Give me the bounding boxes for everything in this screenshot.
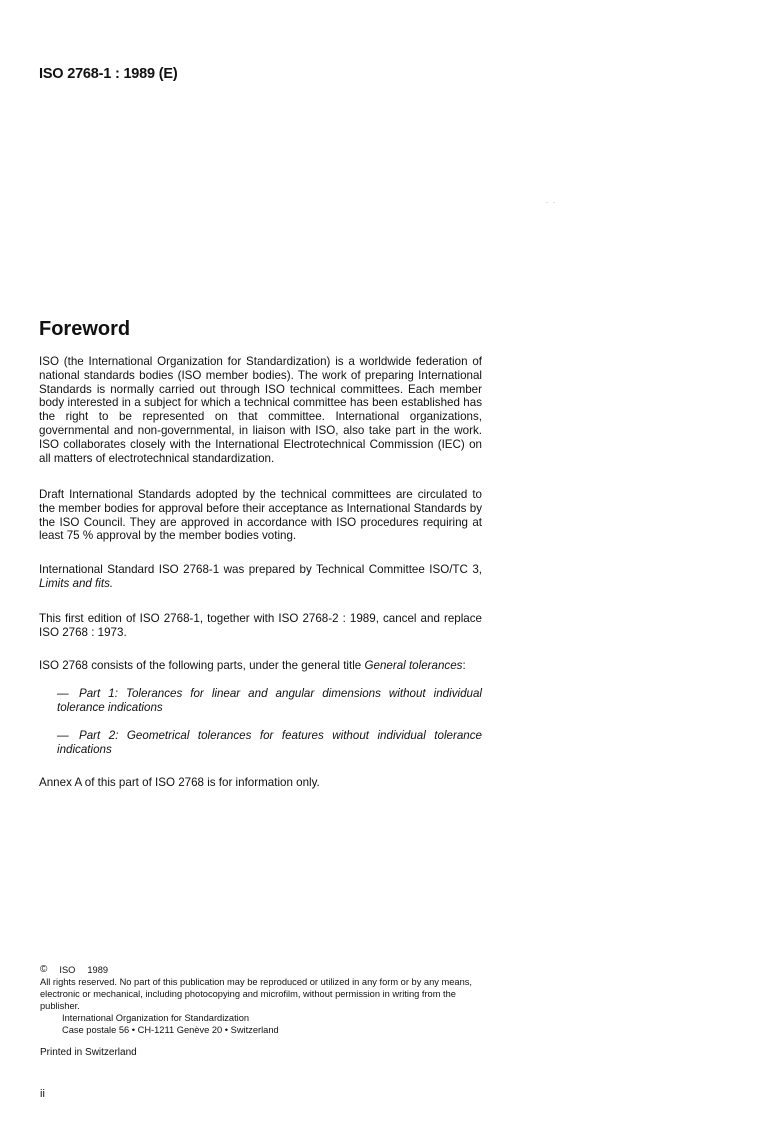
list-item: [57, 729, 482, 757]
page-number: ii: [40, 1088, 45, 1100]
foreword-paragraph-2: Draft International Standards adopted by the technical committees are circulated to the member bodies for approval before their acceptance as International Standards by the ISO Council. They are approved in accordance with ISO procedures requiring at least 75 % approval by the member bodies voting.: [39, 488, 482, 543]
foreword-paragraph-5: [39, 659, 482, 673]
list-dash: —: [57, 687, 69, 700]
document-identifier: ISO 2768-1 : 1989 (E): [39, 66, 178, 82]
list-item-text: Part 2: Geometrical tolerances for features without individual tolerance indications: [57, 729, 482, 756]
printed-location: Printed in Switzerland: [40, 1047, 137, 1058]
list-item-text: Part 1: Tolerances for linear and angular dimensions without individual tolerance indications: [57, 687, 482, 714]
foreword-paragraph-1: ISO (the International Organization for Standardization) is a worldwide federation of national standards bodies (ISO member bodies). The work of preparing International Standards is normally carried out through ISO technical committees. Each member body interested in a subject for which a technical committee has been established has the right to be represented on that committee. International organizations, governmental and non-governmental, in liaison with ISO, also take part in the work. ISO collaborates closely with the International Electrotechnical Commission (IEC) on all matters of electrotechnical standardization.: [39, 355, 482, 465]
foreword-paragraph-6: Annex A of this part of ISO 2768 is for information only.: [39, 776, 320, 789]
organization-name: International Organization for Standardization: [62, 1013, 250, 1023]
rights-statement: All rights reserved. No part of this publication may be reproduced or utilized in any form or by any means, electronic or mechanical, including photocopying and microfilm, without permission in writing from the publisher.: [40, 977, 472, 1011]
paragraph-3-text: International Standard ISO 2768-1 was prepared by Technical Committee ISO/TC 3,: [39, 563, 482, 576]
scan-specks: · ·: [546, 200, 555, 206]
organization-address: Case postale 56 • CH-1211 Genève 20 • Switzerland: [62, 1025, 279, 1035]
general-title: General tolerances: [364, 659, 463, 672]
list-dash: —: [57, 729, 69, 742]
paragraph-5-text: ISO 2768 consists of the following parts, under the general title: [39, 659, 362, 672]
copyright-block: [40, 964, 485, 1036]
foreword-title: Foreword: [39, 318, 131, 340]
committee-title: Limits and fits.: [39, 576, 114, 590]
list-item: [57, 687, 482, 715]
paragraph-5-end: :: [462, 659, 466, 672]
foreword-paragraph-3: [39, 563, 482, 591]
copyright-org: ISO: [59, 965, 76, 975]
copyright-symbol: ©: [40, 964, 48, 975]
copyright-line: [40, 964, 485, 976]
copyright-year: 1989: [87, 965, 109, 975]
foreword-paragraph-4: This first edition of ISO 2768-1, together with ISO 2768-2 : 1989, cancel and replace ISO 2768 : 1973.: [39, 612, 482, 639]
